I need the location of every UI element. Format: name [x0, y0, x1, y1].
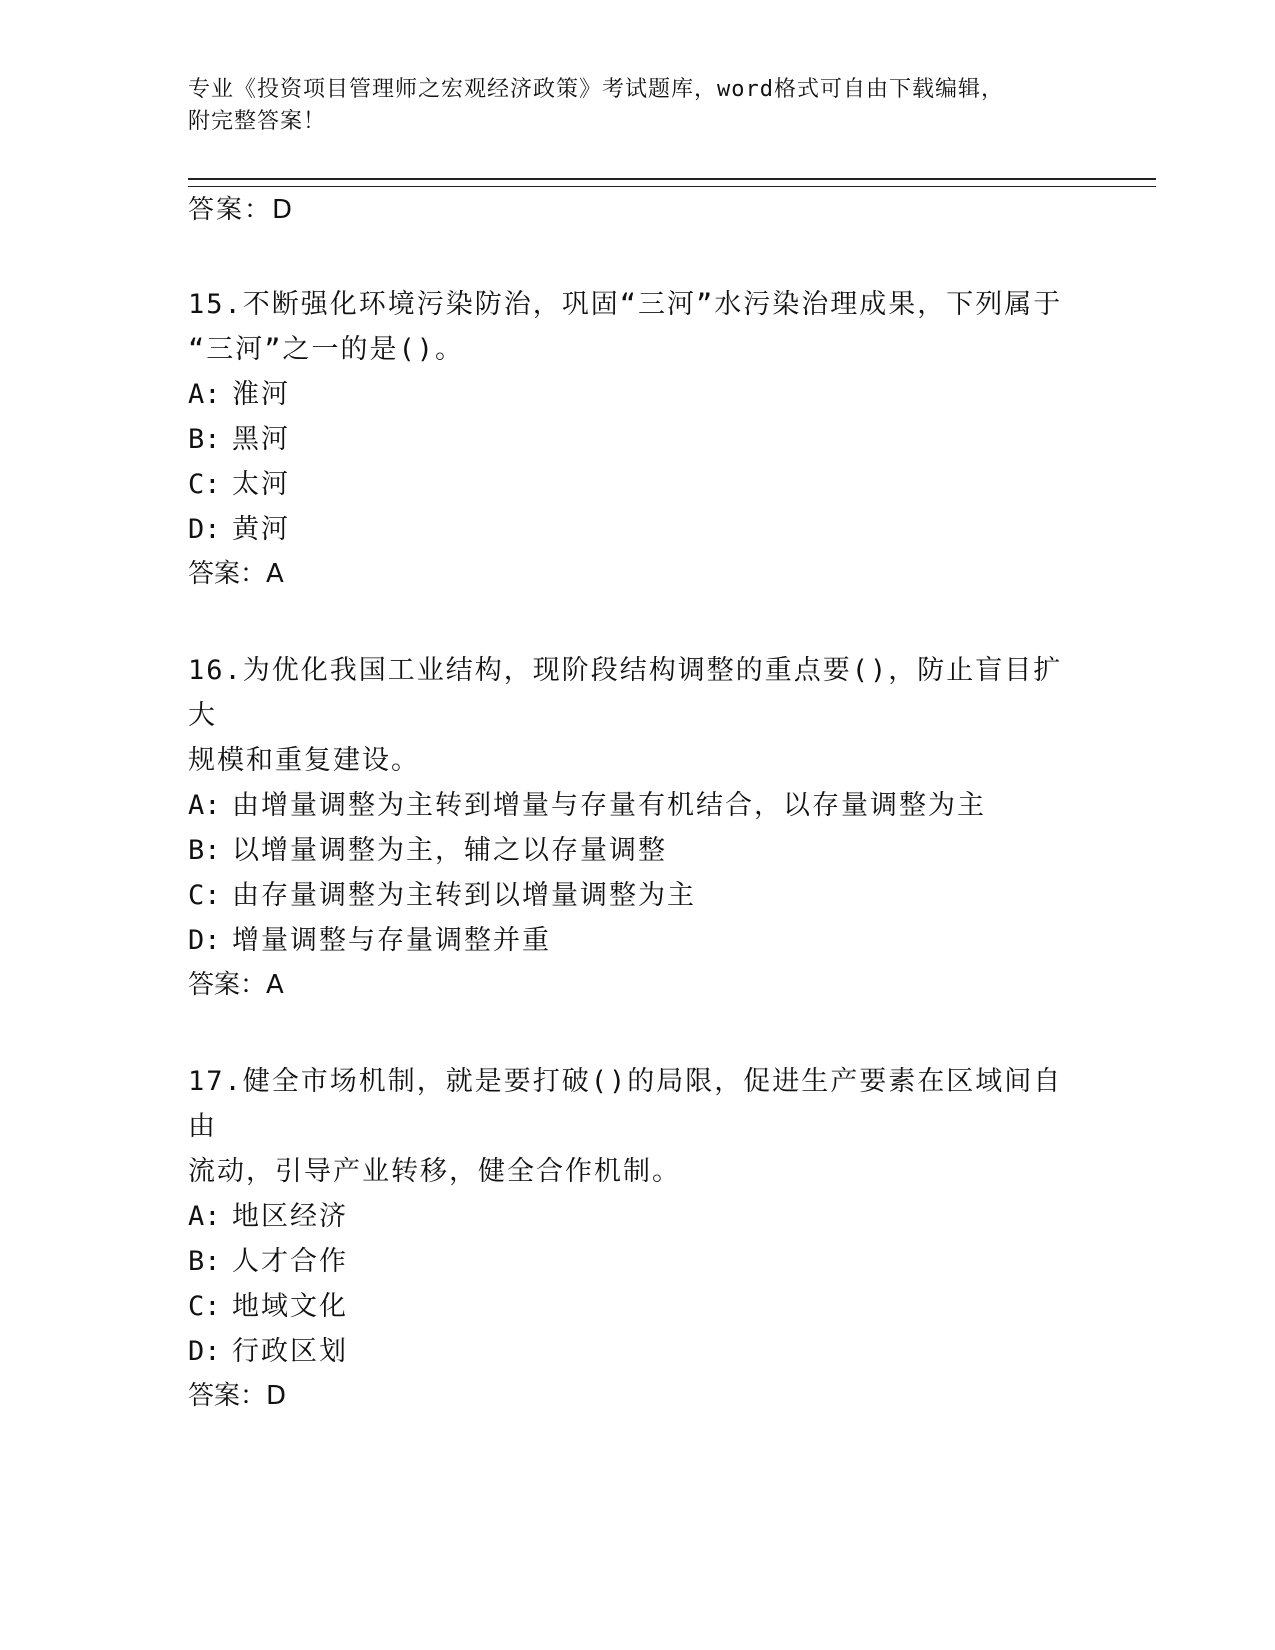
- option-text: 地区经济: [232, 1201, 348, 1232]
- question-number: 15.: [188, 289, 243, 320]
- option-d: [188, 918, 1088, 963]
- option-key: D:: [188, 514, 221, 545]
- question-number: 16.: [188, 655, 243, 686]
- option-d: [188, 507, 1088, 552]
- option-a: [188, 783, 1088, 828]
- option-key: C:: [188, 880, 221, 911]
- option-key: B:: [188, 1246, 221, 1277]
- option-b: [188, 417, 1088, 462]
- option-key: A:: [188, 1201, 221, 1232]
- option-key: D:: [188, 1336, 221, 1367]
- question-answer: [188, 963, 1088, 1007]
- option-text: 增量调整与存量调整并重: [232, 925, 551, 956]
- question-list: [188, 190, 1088, 1418]
- question-17: [188, 1059, 1088, 1418]
- option-text: 太河: [232, 469, 290, 500]
- answer-value: A: [266, 559, 284, 589]
- option-text: 行政区划: [232, 1336, 348, 1367]
- option-key: B:: [188, 835, 221, 866]
- option-key: A:: [188, 790, 221, 821]
- question-stem-line-1: 健全市场机制，就是要打破()的局限，促进生产要素在区域间自由: [188, 1066, 1063, 1142]
- header-divider: [188, 178, 1156, 187]
- option-c: [188, 873, 1088, 918]
- page-header: [188, 74, 1088, 138]
- answer-label: 答案：: [188, 970, 267, 1000]
- option-text: 由存量调整为主转到以增量调整为主: [232, 880, 696, 911]
- option-key: C:: [188, 469, 221, 500]
- answer-label: 答案：: [188, 195, 273, 225]
- question-stem-line-2: 规模和重复建设。: [188, 745, 420, 776]
- option-c: [188, 462, 1088, 507]
- question-answer: [188, 1374, 1088, 1418]
- option-b: [188, 828, 1088, 873]
- option-key: C:: [188, 1291, 221, 1322]
- option-text: 以增量调整为主，辅之以存量调整: [232, 835, 667, 866]
- question-16: [188, 648, 1088, 1007]
- question-stem-line-2: “三河”之一的是()。: [188, 334, 465, 365]
- option-c: [188, 1284, 1088, 1329]
- option-text: 黑河: [232, 424, 290, 455]
- question-15: [188, 282, 1088, 596]
- previous-answer: [188, 190, 1088, 230]
- option-text: 人才合作: [232, 1246, 348, 1277]
- question-stem: [188, 1059, 1088, 1149]
- answer-value: D: [266, 1381, 287, 1411]
- option-b: [188, 1239, 1088, 1284]
- option-key: B:: [188, 424, 221, 455]
- answer-value: D: [272, 195, 293, 225]
- option-key: D:: [188, 925, 221, 956]
- question-number: 17.: [188, 1066, 243, 1097]
- question-stem: [188, 282, 1088, 327]
- question-stem-line-2: 流动，引导产业转移，健全合作机制。: [188, 1156, 681, 1187]
- question-stem-line-1: 不断强化环境污染防治，巩固“三河”水污染治理成果，下列属于: [242, 289, 1063, 320]
- question-answer: [188, 552, 1088, 596]
- option-key: A:: [188, 379, 221, 410]
- option-text: 地域文化: [232, 1291, 348, 1322]
- question-stem: [188, 648, 1088, 738]
- answer-label: 答案：: [188, 1381, 267, 1411]
- answer-value: A: [266, 970, 284, 1000]
- answer-label: 答案：: [188, 559, 267, 589]
- option-text: 由增量调整为主转到增量与存量有机结合，以存量调整为主: [232, 790, 986, 821]
- header-line-2: 附完整答案！: [188, 109, 327, 134]
- option-a: [188, 1194, 1088, 1239]
- option-d: [188, 1329, 1088, 1374]
- option-text: 黄河: [232, 514, 290, 545]
- option-a: [188, 372, 1088, 417]
- question-stem-line-1: 为优化我国工业结构，现阶段结构调整的重点要()，防止盲目扩大: [188, 655, 1063, 731]
- option-text: 淮河: [232, 379, 290, 410]
- header-line-1: 专业《投资项目管理师之宏观经济政策》考试题库，word格式可自由下载编辑，: [188, 77, 1004, 102]
